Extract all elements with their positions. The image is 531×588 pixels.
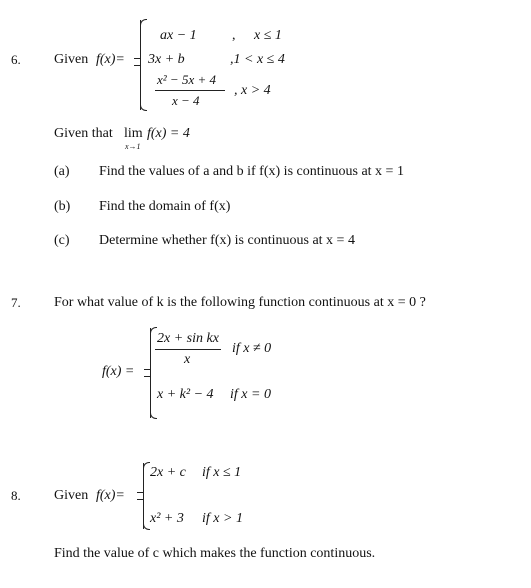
q7-number: 7. [11, 295, 21, 310]
q6-row2-cond: ,1 < x ≤ 4 [230, 52, 285, 67]
q8-function-name: f(x)= [96, 488, 125, 503]
q6-row3-fraction-bar [155, 90, 225, 91]
q6-brace-mid [134, 58, 141, 66]
q8-row1-cond: if x ≤ 1 [202, 465, 242, 480]
q7-row1-numerator: 2x + sin kx [157, 331, 219, 346]
q6-part-b-text: Find the domain of f(x) [99, 199, 231, 214]
q6-row3-denominator: x − 4 [172, 93, 200, 108]
q6-part-a-text: Find the values of a and b if f(x) is continuous at x = 1 [99, 164, 404, 179]
q6-limit-sub: x→1 [125, 142, 141, 151]
q6-part-b-label: (b) [54, 199, 71, 214]
q6-limit-text: Given that [54, 126, 113, 141]
q6-part-a-label: (a) [54, 164, 70, 179]
q6-row1-sep: , [232, 28, 236, 43]
q6-limit-lim: lim [124, 126, 143, 141]
q6-row1-expr: ax − 1 [160, 28, 197, 43]
q7-row1-denominator: x [184, 352, 191, 367]
q6-row1-cond: x ≤ 1 [254, 28, 282, 43]
q8-row2-cond: if x > 1 [202, 511, 243, 526]
q7-brace-mid [144, 369, 151, 377]
q6-number: 6. [11, 52, 21, 67]
q7-function-name: f(x) = [102, 364, 135, 379]
q6-given: Given [54, 52, 89, 67]
q6-limit-rhs: f(x) = 4 [147, 126, 190, 141]
q8-brace-mid [137, 492, 144, 500]
q8-given: Given [54, 488, 89, 503]
q7-row2-expr: x + k² − 4 [157, 387, 214, 402]
q7-row2-cond: if x = 0 [230, 387, 271, 402]
q6-row3-cond: , x > 4 [234, 83, 271, 98]
q7-question: For what value of k is the following function continuous at x = 0 ? [54, 295, 426, 310]
q7-row1-cond: if x ≠ 0 [232, 341, 272, 356]
q8-footer: Find the value of c which makes the function continuous. [54, 546, 376, 561]
q6-row2-expr: 3x + b [148, 52, 185, 67]
q7-row1-fraction-bar [155, 349, 221, 350]
q8-number: 8. [11, 488, 21, 503]
q6-row3-numerator: x² − 5x + 4 [157, 72, 216, 87]
q6-part-c-label: (c) [54, 233, 70, 248]
q6-function-name: f(x)= [96, 52, 125, 67]
q8-row1-expr: 2x + c [150, 465, 186, 480]
q8-row2-expr: x² + 3 [150, 511, 184, 526]
q6-part-c-text: Determine whether f(x) is continuous at x = 4 [99, 233, 355, 248]
